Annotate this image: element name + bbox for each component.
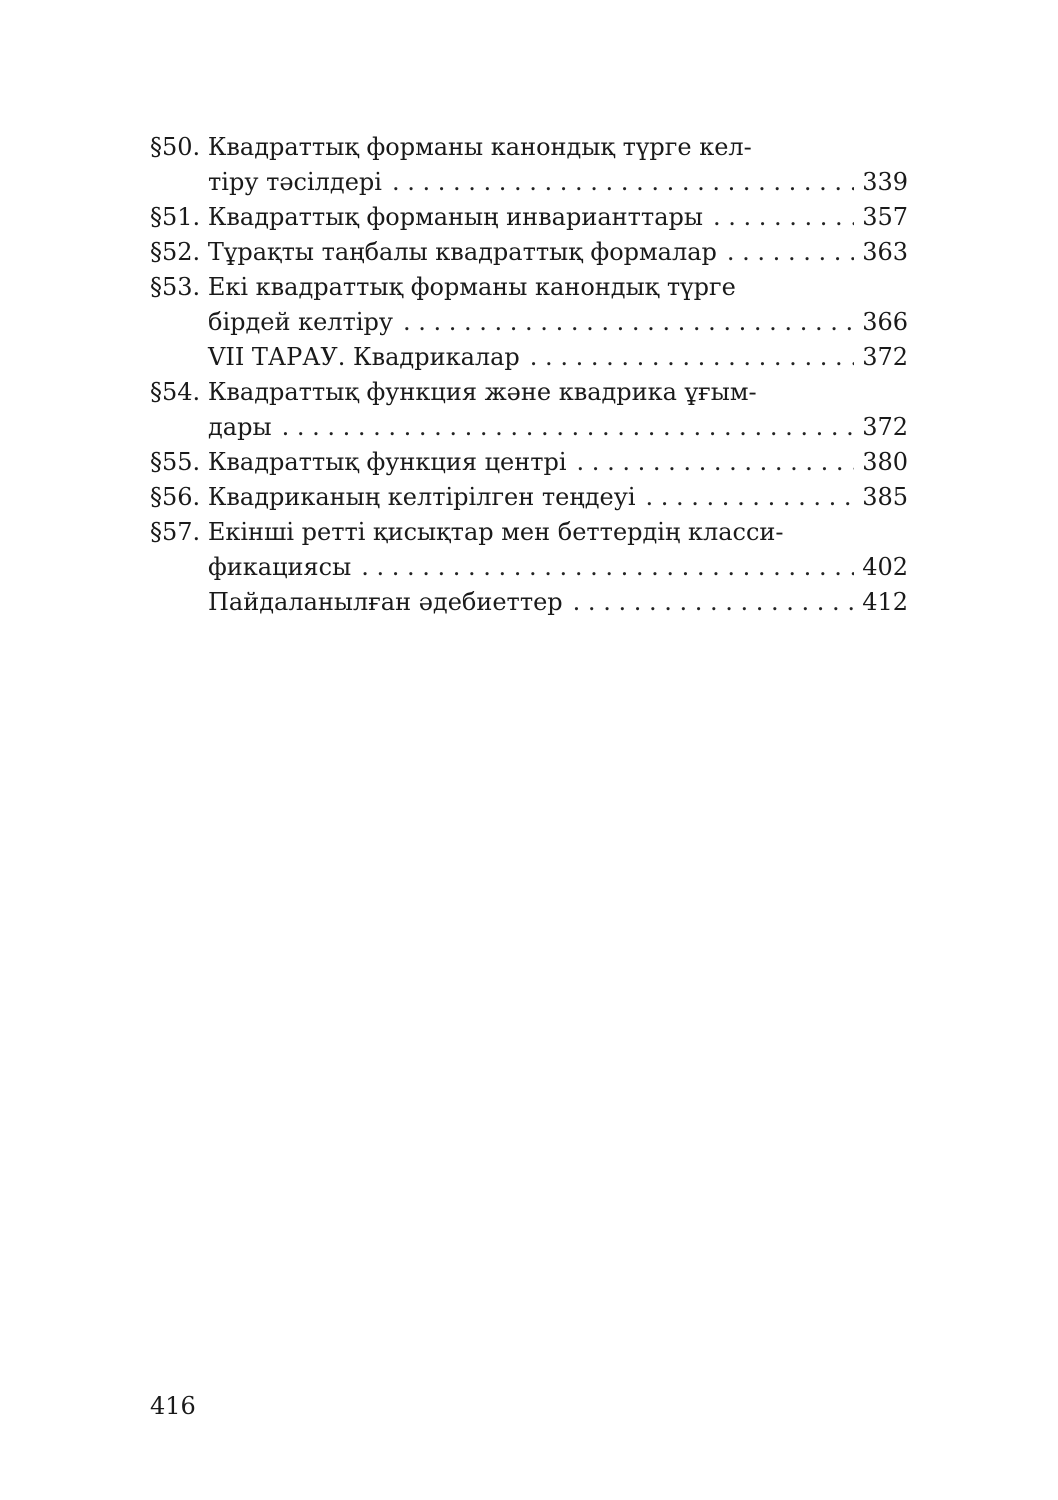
section-title-cont: фикациясы bbox=[208, 553, 352, 581]
leader-dots bbox=[403, 305, 854, 340]
section-title-cont: дары bbox=[208, 413, 272, 441]
page-number: 385 bbox=[862, 483, 908, 511]
toc-entry-54-line1 bbox=[150, 375, 908, 410]
section-title: Квадраттық функция және квадрика ұғым- bbox=[207, 378, 757, 406]
page-number: 372 bbox=[862, 343, 908, 371]
page-number: 363 bbox=[862, 238, 908, 266]
toc-entry-53-line2[interactable] bbox=[150, 305, 908, 340]
section-number: §53. bbox=[150, 273, 201, 301]
toc-entry-52[interactable] bbox=[150, 235, 908, 270]
toc-entry-56[interactable] bbox=[150, 480, 908, 515]
toc-entry-57-line1 bbox=[150, 515, 908, 550]
toc-entry-57-line2[interactable] bbox=[150, 550, 908, 585]
leader-dots bbox=[727, 235, 854, 270]
toc-references[interactable] bbox=[150, 585, 908, 620]
toc-entry-55[interactable] bbox=[150, 445, 908, 480]
section-number: §55. bbox=[150, 448, 201, 476]
page-number: 372 bbox=[862, 413, 908, 441]
section-number: §56. bbox=[150, 483, 201, 511]
section-title: Квадраттық форманы канондық түрге кел- bbox=[207, 133, 752, 161]
section-title: Квадриканың келтірілген теңдеуі bbox=[207, 483, 636, 511]
footer-page-number: 416 bbox=[150, 1392, 196, 1420]
section-number: §52. bbox=[150, 238, 201, 266]
toc-chapter-7[interactable] bbox=[150, 340, 908, 375]
toc-entry-54-line2[interactable] bbox=[150, 410, 908, 445]
page-number: 357 bbox=[862, 203, 908, 231]
section-title-cont: тіру тәсілдері bbox=[208, 168, 382, 196]
leader-dots bbox=[573, 585, 854, 620]
toc-entry-53-line1 bbox=[150, 270, 908, 305]
toc-entry-50-line1 bbox=[150, 130, 908, 165]
leader-dots bbox=[530, 340, 854, 375]
section-title: Квадраттық форманың инварианттары bbox=[207, 203, 703, 231]
section-title: Квадраттық функция центрі bbox=[207, 448, 567, 476]
leader-dots bbox=[713, 200, 854, 235]
leader-dots bbox=[361, 550, 854, 585]
leader-dots bbox=[577, 445, 854, 480]
section-number: §51. bbox=[150, 203, 201, 231]
section-title: Екі квадраттық форманы канондық түрге bbox=[207, 273, 736, 301]
leader-dots bbox=[646, 480, 855, 515]
page-number: 366 bbox=[862, 308, 908, 336]
table-of-contents bbox=[150, 130, 908, 620]
section-title: Екінші ретті қисықтар мен беттердің класси- bbox=[207, 518, 784, 546]
section-title: Тұрақты таңбалы квадраттық формалар bbox=[207, 238, 717, 266]
leader-dots bbox=[392, 165, 854, 200]
section-title-cont: бірдей келтіру bbox=[208, 308, 393, 336]
references-title: Пайдаланылған әдебиеттер bbox=[208, 588, 563, 616]
page-number: 380 bbox=[862, 448, 908, 476]
page-number: 412 bbox=[862, 588, 908, 616]
section-number: §54. bbox=[150, 378, 201, 406]
leader-dots bbox=[282, 410, 854, 445]
toc-entry-50-line2[interactable] bbox=[150, 165, 908, 200]
chapter-title: VII ТАРАУ. Квадрикалар bbox=[208, 343, 520, 371]
page-number: 402 bbox=[862, 553, 908, 581]
page-number: 339 bbox=[862, 168, 908, 196]
toc-entry-51[interactable] bbox=[150, 200, 908, 235]
section-number: §50. bbox=[150, 133, 201, 161]
section-number: §57. bbox=[150, 518, 201, 546]
